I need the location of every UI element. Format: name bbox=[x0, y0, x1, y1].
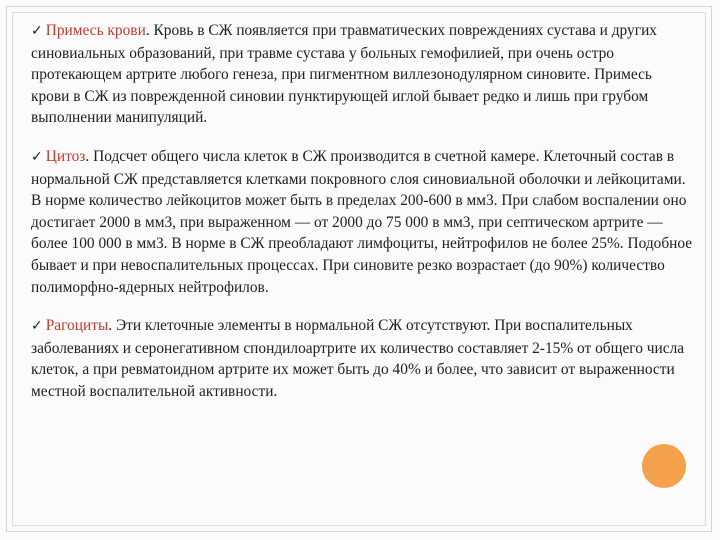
orange-circle-decoration bbox=[642, 444, 686, 488]
paragraph-text: . Эти клеточные элементы в нормальной СЖ отсутствуют. При воспалительных заболеваниях и серонегативном спондилоартрите их количество составляет 2-15% от общего числа клеток, а при ревматоидном артрите их может быть до 40% и более, что зависит от выраженности местной воспалительной активности. bbox=[31, 317, 685, 400]
paragraph-text: . Подсчет общего числа клеток в СЖ производится в счетной камере. Клеточный состав в нормальной СЖ представляется клетками покровного слоя синовиальной оболочки и лейкоцитами. В норме количество лейкоцитов может быть в пределах 200-600 в мм3. При слабом воспалении оно достигает 2000 в мм3, при выраженном — от 2000 до 75 000 в мм3, при септическом артрите — более 100 000 в мм3. В норме в СЖ преобладают лимфоциты, нейтрофилов не более 25%. Подобное бывает и при невоспалительных процессах. При синовите резко возрастает (до 90%) количество полиморфно-ядерных нейтрофилов. bbox=[31, 147, 693, 296]
checkmark-icon: ✓ bbox=[31, 318, 43, 335]
paragraph-blood-admixture bbox=[31, 20, 693, 129]
term-blood-admixture: Примесь крови bbox=[45, 22, 146, 39]
paragraph-ragocytes bbox=[31, 315, 693, 402]
term-cytosis: Цитоз bbox=[45, 147, 86, 165]
checkmark-icon: ✓ bbox=[31, 148, 43, 165]
paragraph-cytosis bbox=[31, 146, 693, 298]
paragraph-text: . Кровь в СЖ появляется при травматических повреждениях сустава и других синовиальных образований, при травме сустава у больных гемофилией, при очень остро протекающем артрите любого генеза, при пигментном виллезонодулярном синовите. Примесь крови в СЖ из поврежденной синовии пунктирующей иглой бывает редко и лишь при грубом выполнении манипуляций. bbox=[31, 22, 657, 127]
term-ragocytes: Рагоциты bbox=[45, 317, 109, 335]
checkmark-icon: ✓ bbox=[31, 23, 43, 39]
slide-content bbox=[31, 20, 693, 420]
